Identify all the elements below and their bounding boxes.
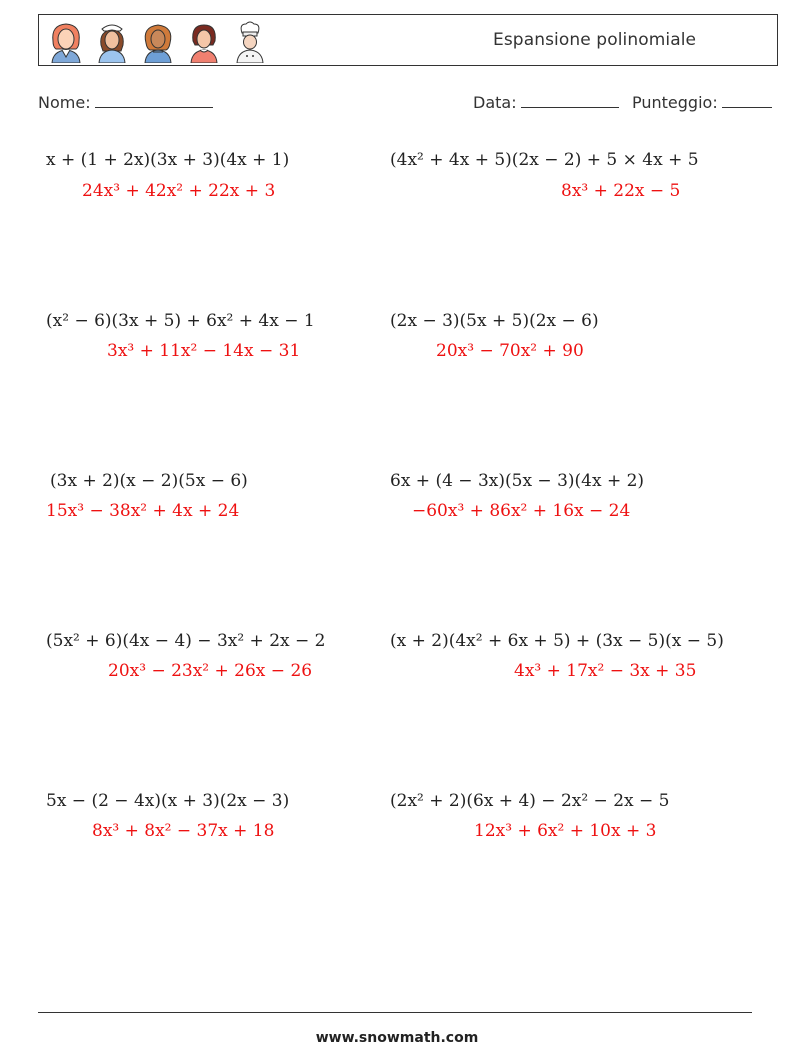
date-label: Data: — [473, 93, 517, 112]
problem-5: (3x + 2)(x − 2)(5x − 6) — [50, 471, 248, 491]
problem-7: (5x² + 6)(4x − 4) − 3x² + 2x − 2 — [46, 631, 326, 651]
date-blank — [521, 93, 619, 108]
problem-3: (x² − 6)(3x + 5) + 6x² + 4x − 1 — [46, 311, 315, 331]
problem-9: 5x − (2 − 4x)(x + 3)(2x − 3) — [46, 791, 290, 811]
chef-avatar-icon — [231, 19, 269, 63]
answer-1: 24x³ + 42x² + 22x + 3 — [82, 181, 276, 201]
answer-9: 8x³ + 8x² − 37x + 18 — [92, 821, 275, 841]
date-field — [473, 93, 619, 112]
avatar-row — [47, 19, 269, 63]
answer-8: 4x³ + 17x² − 3x + 35 — [514, 661, 697, 681]
name-field — [38, 93, 213, 112]
problem-2: (4x² + 4x + 5)(2x − 2) + 5 × 4x + 5 — [390, 150, 699, 170]
woman-avatar-icon — [185, 19, 223, 63]
problem-6: 6x + (4 − 3x)(5x − 3)(4x + 2) — [390, 471, 645, 491]
problem-8: (x + 2)(4x² + 6x + 5) + (3x − 5)(x − 5) — [390, 631, 724, 651]
woman-avatar-icon — [47, 19, 85, 63]
worksheet-header — [38, 14, 778, 66]
answer-10: 12x³ + 6x² + 10x + 3 — [474, 821, 657, 841]
name-label: Nome: — [38, 93, 91, 112]
worksheet-title: Espansione polinomiale — [493, 30, 697, 50]
footer-url[interactable]: www.snowmath.com — [315, 1030, 479, 1046]
answer-3: 3x³ + 11x² − 14x − 31 — [107, 341, 301, 361]
answer-6: −60x³ + 86x² + 16x − 24 — [412, 501, 631, 521]
answer-4: 20x³ − 70x² + 90 — [436, 341, 584, 361]
footer-divider — [38, 1012, 752, 1013]
nurse-avatar-icon — [93, 19, 131, 63]
answer-5: 15x³ − 38x² + 4x + 24 — [46, 501, 240, 521]
score-blank — [722, 93, 772, 108]
answer-2: 8x³ + 22x − 5 — [561, 181, 681, 201]
problem-10: (2x² + 2)(6x + 4) − 2x² − 2x − 5 — [390, 791, 670, 811]
answer-7: 20x³ − 23x² + 26x − 26 — [108, 661, 313, 681]
score-label: Punteggio: — [632, 93, 718, 112]
score-field — [632, 93, 772, 112]
problem-1: x + (1 + 2x)(3x + 3)(4x + 1) — [46, 150, 290, 170]
woman-avatar-icon — [139, 19, 177, 63]
name-blank — [95, 93, 213, 108]
problem-4: (2x − 3)(5x + 5)(2x − 6) — [390, 311, 599, 331]
